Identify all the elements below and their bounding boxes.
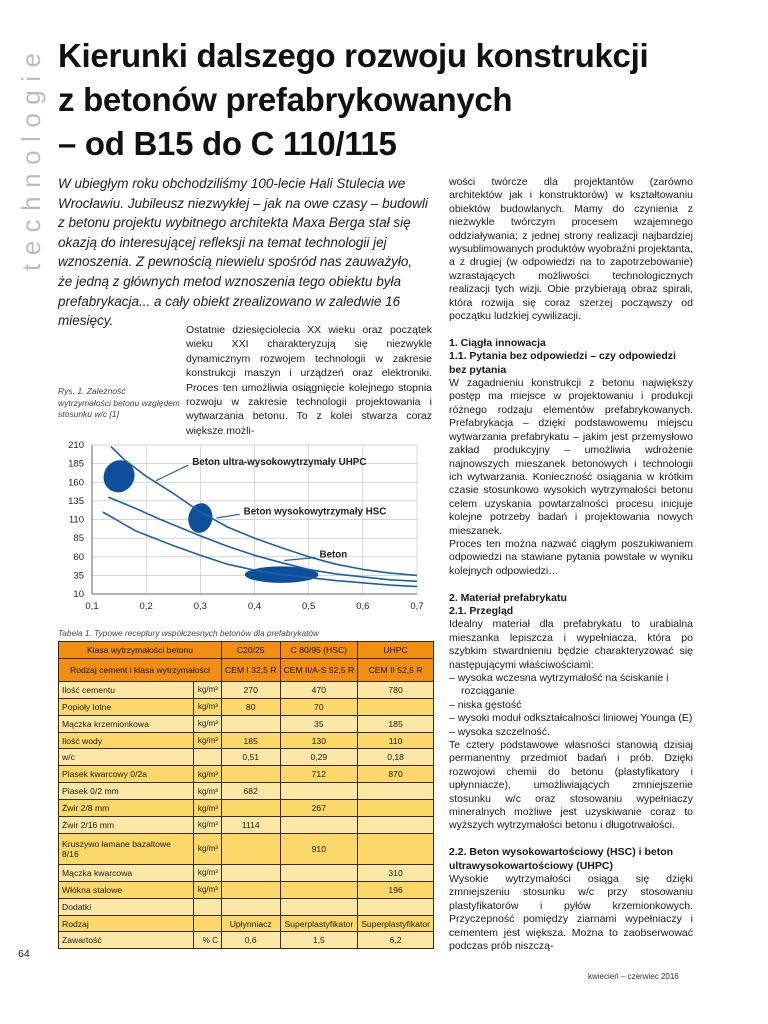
- row-unit: [193, 898, 221, 915]
- table-row: [59, 932, 434, 949]
- table-row: [59, 766, 434, 783]
- row-unit: kg/m³: [193, 698, 221, 715]
- row-label: Dodatki: [59, 898, 194, 915]
- row-label: Żwir 2/16 mm: [59, 817, 194, 834]
- value-cell: 712: [280, 766, 358, 783]
- y-tick-label: 10: [73, 589, 84, 600]
- header-cell: Rodzaj cement i klasa wytrzymałości: [59, 658, 222, 681]
- row-unit: kg/m³: [193, 681, 221, 698]
- section-heading: 1. Ciągła innowacja: [449, 336, 546, 349]
- header-cell: Klasa wytrzymałości betonu: [59, 642, 222, 659]
- y-tick-label: 60: [73, 551, 84, 563]
- y-tick-label: 35: [73, 570, 84, 582]
- value-cell: [221, 833, 280, 864]
- value-cell: [280, 898, 358, 915]
- x-tick-label: 0,5: [302, 601, 316, 612]
- row-label: Ilość wody: [59, 732, 194, 749]
- value-cell: 185: [358, 715, 434, 732]
- value-cell: 682: [221, 783, 280, 800]
- row-unit: kg/m³: [193, 881, 221, 898]
- value-cell: 310: [358, 864, 434, 881]
- header-cell: CEM I 32,5 R: [221, 658, 280, 681]
- value-cell: [358, 833, 434, 864]
- x-tick-label: 0,2: [139, 601, 153, 612]
- value-cell: [358, 783, 434, 800]
- header-cell: CEM II 52,5 R: [358, 658, 434, 681]
- value-cell: 0,6: [221, 932, 280, 949]
- table-row: [59, 749, 434, 766]
- value-cell: 185: [221, 732, 280, 749]
- body-paragraph: W zagadnieniu konstrukcji z betonu największy postęp ma miejsce w projektowaniu i produkcji różnego rodzaju elementów prefabrykowanych. Prefabrykacja – dzięki podstawowemu miejscu wytwarzania prefabrykatu – jakim jest przemysłowo zakład produkcyjny – umożliwia wdrożenie najnowszych mieszanek betonowych i technologii ich wytwarzania. Konieczność osiągania w krótkim czasie stosunkowo wysokich wytrzymałości betonu celem uzyskania powtarzalności procesu inicjuje kolejne potrzeby badań i projektowania nowych mieszanek.: [449, 377, 693, 537]
- value-cell: [221, 898, 280, 915]
- row-unit: [193, 915, 221, 932]
- row-unit: kg/m³: [193, 817, 221, 834]
- value-cell: [221, 800, 280, 817]
- header-cell: C 80/95 (HSC): [280, 642, 358, 659]
- recipes-table: [58, 641, 434, 949]
- table-row: [59, 915, 434, 932]
- subsection-heading: 2.1. Przegląd: [449, 604, 514, 617]
- value-cell: [280, 881, 358, 898]
- value-cell: [221, 864, 280, 881]
- table-header-row: [59, 642, 434, 659]
- row-label: Piasek 0/2 mm: [59, 783, 194, 800]
- label-pointer: [217, 514, 240, 518]
- row-label: Włókna stalowe: [59, 881, 194, 898]
- y-tick-label: 110: [68, 514, 84, 526]
- value-cell: [221, 881, 280, 898]
- value-cell: Superplastyfikator: [280, 915, 358, 932]
- row-label: Piasek kwarcowy 0/2a: [59, 766, 194, 783]
- label-pointer: [156, 465, 188, 481]
- value-cell: 0,51: [221, 749, 280, 766]
- page-number: 64: [18, 948, 30, 960]
- value-cell: [221, 766, 280, 783]
- row-unit: kg/m³: [193, 766, 221, 783]
- value-cell: 1,5: [280, 932, 358, 949]
- list-item: – wysoki moduł odkształcalności liniowej Younga (E): [449, 712, 693, 725]
- value-cell: 910: [280, 833, 358, 864]
- value-cell: 1114: [221, 817, 280, 834]
- y-tick-label: 135: [68, 495, 84, 507]
- table-row: [59, 783, 434, 800]
- header-cell: C20/25: [221, 642, 280, 659]
- value-cell: [221, 715, 280, 732]
- value-cell: 270: [221, 681, 280, 698]
- value-cell: [358, 698, 434, 715]
- right-column: [449, 176, 693, 954]
- table-caption: Tabela 1. Typowe receptury współczesnych betonów dla prefabrykatów: [58, 628, 320, 638]
- table-row: [59, 715, 434, 732]
- row-unit: kg/m³: [193, 800, 221, 817]
- table-row: [59, 864, 434, 881]
- series-label: Beton wysokowytrzymały HSC: [243, 506, 387, 518]
- title-line: Kierunki dalszego rozwoju konstrukcji: [58, 37, 649, 74]
- x-tick-label: 0,3: [193, 601, 207, 612]
- property-list: [449, 672, 693, 739]
- value-cell: 35: [280, 715, 358, 732]
- list-item: – wysoka szczelność.: [449, 725, 550, 738]
- x-tick-label: 0,4: [247, 601, 262, 612]
- value-cell: 70: [280, 698, 358, 715]
- lead-paragraph: W ubiegłym roku obchodziliśmy 100-lecie Hali Stulecia we Wrocławiu. Jubileusz niezwykłej – jak na owe czasy – budowli z betonu projektu wybitnego architekta Maxa Berga stał się okazją do interesującej refleksji na temat technologii jej wznoszenia. Z pewnością niewielu spośród nas zauważyło, że jedną z głównych metod wznoszenia tego obiektu była prefabrykacja... a cały obiekt zrealizowano w zaledwie 16 miesięcy.: [58, 176, 428, 329]
- table-row: [59, 881, 434, 898]
- y-tick-label: 160: [68, 477, 84, 489]
- row-unit: % C: [193, 932, 221, 949]
- table-row: [59, 698, 434, 715]
- value-cell: 0,18: [358, 749, 434, 766]
- issue-date: kwiecień – czerwiec 2016: [588, 972, 679, 981]
- row-unit: kg/m³: [193, 864, 221, 881]
- value-cell: Superplastyfikator: [358, 915, 434, 932]
- value-cell: 196: [358, 881, 434, 898]
- series-label: Beton ultra-wysokowytrzymały UHPC: [192, 457, 367, 469]
- row-label: Kruszywo łamane bazaltowe 8/16: [59, 833, 194, 864]
- table-row: [59, 732, 434, 749]
- series-label: Beton: [319, 549, 348, 561]
- body-paragraph: Wysokie wytrzymałości osiąga się dzięki zmniejszeniu stosunku w/c przy stosowaniu plastyfikatorów i pyłów krzemionkowych. Przyczepność pomiędzy ziarnami wypełniaczy i cementem jest większa. Można to zaobserwować podczas prób niszczą-: [449, 873, 693, 953]
- value-cell: 470: [280, 681, 358, 698]
- list-item: – wysoka wczesna wytrzymałość na ściskanie i rozciąganie: [449, 672, 669, 698]
- row-label: Zawartość: [59, 932, 194, 949]
- x-tick-label: 0,6: [356, 601, 370, 612]
- row-unit: kg/m³: [193, 833, 221, 864]
- value-cell: [358, 898, 434, 915]
- y-tick-label: 185: [68, 458, 84, 470]
- body-paragraph: Proces ten można nazwać ciągłym poszukiwaniem odpowiedzi na stawiane pytania powstałe w wyniku kolejnych odpowiedzi…: [449, 537, 693, 577]
- table-row: [59, 800, 434, 817]
- data-region: [98, 455, 141, 499]
- body-paragraph: Te cztery podstawowe własności stanowią dzisiaj permanentny przedmiot badań i prób. Dzięki rozwojowi chemii do betonu (plastyfikatory i upłynniacze), umożliwiających zmniejszenie stosunku w/c oraz stosowaniu wypełniaczy mineralnych możliwe jest uzyskiwanie coraz to wyższych wytrzymałości betonu i długotrwałości.: [449, 739, 693, 832]
- value-cell: 267: [280, 800, 358, 817]
- section-heading: 2. Materiał prefabrykatu: [449, 591, 567, 604]
- row-label: Rodzaj: [59, 915, 194, 932]
- x-tick-label: 0,1: [85, 601, 99, 612]
- value-cell: [280, 864, 358, 881]
- title-line: – od B15 do C 110/115: [58, 125, 397, 162]
- value-cell: [358, 817, 434, 834]
- title-line: z betonów prefabrykowanych: [58, 81, 513, 118]
- x-tick-label: 0,7: [410, 601, 424, 612]
- value-cell: 80: [221, 698, 280, 715]
- row-label: Żwir 2/8 mm: [59, 800, 194, 817]
- label-pointer: [284, 558, 315, 561]
- body-paragraph: Idealny materiał dla prefabrykatu to urabialna mieszanka lepiszcza i wypełniacza, która po szybkim stwardnieniu będzie charakteryzować się następującymi właściwościami:: [449, 618, 693, 671]
- header-cell: CEM II/A-S 52,5 R: [280, 658, 358, 681]
- intro-paragraph: Ostatnie dziesięciolecia XX wieku oraz początek wieku XXI charakteryzują się niezwykle dynamicznym rozwojem technologii w zakresie konstrukcji maszyn i urządzeń oraz elektroniki. Proces ten umożliwia osiągnięcie kolejnego stopnia rozwoju w zakresie technologii projektowania i wytwarzania betonu. To z kolei stwarza coraz większe możli-: [186, 324, 432, 437]
- row-label: Mączka krzemionkowa: [59, 715, 194, 732]
- y-tick-label: 85: [73, 533, 84, 545]
- figure-caption: Rys. 1. Zależność wytrzymałości betonu względem stosunku w/c [1]: [58, 386, 180, 419]
- table-row: [59, 833, 434, 864]
- section-label: technologie: [16, 44, 46, 271]
- table-row: [59, 681, 434, 698]
- value-cell: 6,2: [358, 932, 434, 949]
- value-cell: 130: [280, 732, 358, 749]
- subsection-heading: 2.2. Beton wysokowartościowy (HSC) i beton ultrawysokowartościowy (UHPC): [449, 846, 674, 872]
- value-cell: 870: [358, 766, 434, 783]
- row-label: Popioły lotne: [59, 698, 194, 715]
- article-title: [58, 34, 718, 166]
- row-label: w/c: [59, 749, 194, 766]
- header-cell: UHPC: [358, 642, 434, 659]
- table-header-row: [59, 658, 434, 681]
- row-unit: kg/m³: [193, 783, 221, 800]
- body-paragraph: wości twórcze dla projektantów (zarówno architektów jak i konstruktorów) w kształtowaniu obiektów budowlanych. Mamy do czynienia z niezwykle twórczym procesem wzajemnego oddziaływania; z jednej strony realizacji najbardziej wysublimowanych produktów wyobraźni projektanta, a z drugiej (w odpowiedzi na to zapotrzebowanie) wzrastających możliwości technologicznych realizacji tych wizji. Obie przybierają obraz spirali, która rozwija się coraz szerzej począwszy od początku ludzkiej cywilizacji.: [449, 176, 693, 323]
- value-cell: [358, 800, 434, 817]
- row-unit: kg/m³: [193, 715, 221, 732]
- strength-chart: [56, 434, 436, 618]
- row-unit: [193, 749, 221, 766]
- value-cell: 110: [358, 732, 434, 749]
- row-unit: kg/m³: [193, 732, 221, 749]
- y-tick-label: 210: [68, 440, 84, 451]
- table-row: [59, 898, 434, 915]
- table-row: [59, 817, 434, 834]
- subsection-heading: 1.1. Pytania bez odpowiedzi – czy odpowiedzi bez pytania: [449, 350, 676, 376]
- row-label: Mączka kwarcowa: [59, 864, 194, 881]
- value-cell: Upłynniacz: [221, 915, 280, 932]
- value-cell: [280, 783, 358, 800]
- value-cell: [280, 817, 358, 834]
- value-cell: 0,29: [280, 749, 358, 766]
- row-label: Ilość cementu: [59, 681, 194, 698]
- list-item: – niska gęstość: [449, 698, 522, 711]
- value-cell: 780: [358, 681, 434, 698]
